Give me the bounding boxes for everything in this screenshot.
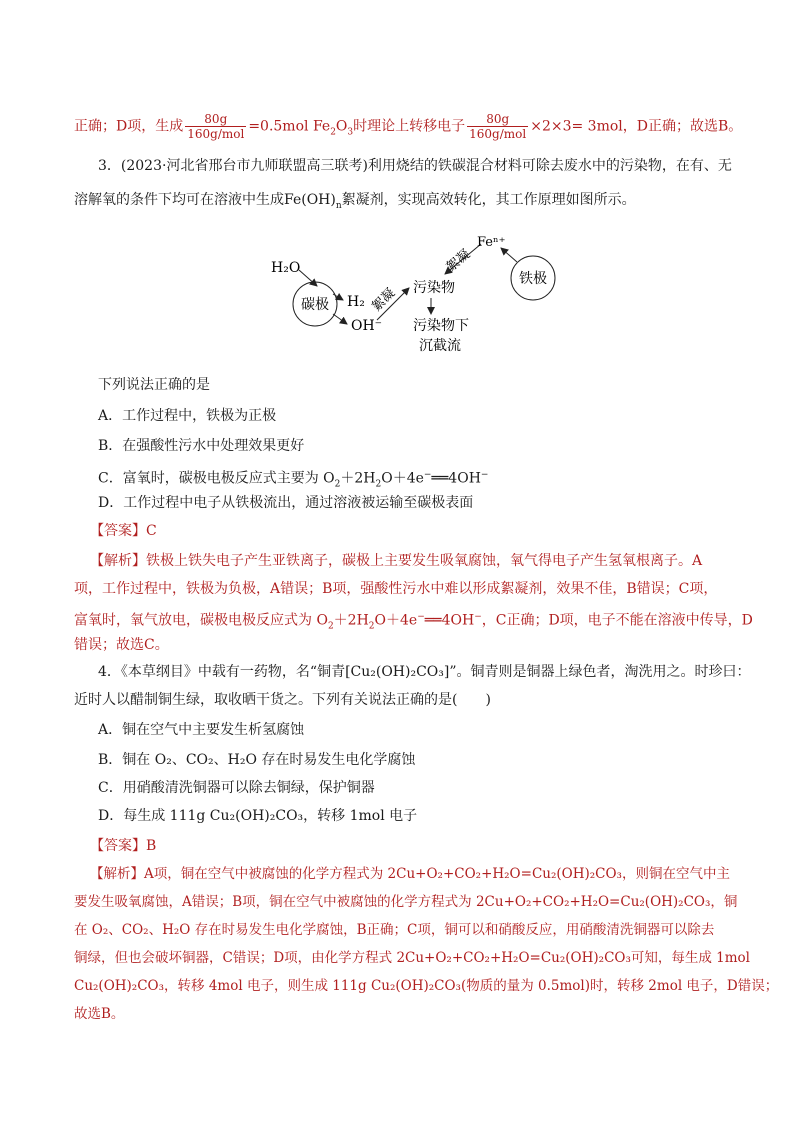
q3-stem-line1: 3．(2023·河北省邢台市九师联盟高三联考)利用烧结的铁碳混合材料可除去废水中的污染物，在有、无 — [98, 158, 732, 174]
q2-mid1: =0.5mol Fe — [248, 118, 331, 135]
q3-analysis-line1: 【解析】铁极上铁失电子产生亚铁离子，碳极上主要发生吸氧腐蚀，氧气得电子产生氢氧根离子。A — [90, 553, 703, 569]
oh-arrow — [333, 314, 347, 324]
q3-option-c: C．富氧时，碳极电极反应式主要为 $O_2+2H_2O+4e^-══4OH^-$ — [98, 470, 489, 490]
fe-ion-label: Feⁿ⁺ — [477, 235, 506, 250]
floc-label-right: 絮凝 — [443, 246, 474, 276]
q3-stem-line2: 溶解氧的条件下均可在溶液中生成$Fe(OH)_n$絮凝剂，实现高效转化，其工作原理如图所示。 — [74, 192, 636, 211]
q4-analysis-line5: Cu₂(OH)₂CO₃，转移 4mol 电子，则生成 111g Cu₂(OH)₂CO₃(物质的量为 0.5mol)时，转移 2mol 电子，D错误； — [74, 978, 779, 994]
q4-option-b: B．铜在 O₂、CO₂、H₂O 存在时易发生电化学腐蚀 — [98, 752, 416, 768]
q3-question: 下列说法正确的是 — [98, 377, 210, 393]
settle-label-2: 沉截流 — [419, 338, 461, 354]
oh-label: OH⁻ — [351, 318, 383, 334]
settle-label-1: 污染物下 — [413, 318, 469, 334]
q2-conclusion: 正确；D项，生成 $\frac{80g}{\text{160g/mol}}$ =0.5mol $Fe_2O_3$时理论上转移电子 $\frac{80g}{\text{160g/mol}}$ ×2×3= 3mol，D正确；故选B。 — [74, 112, 743, 141]
q3-analysis-line2: 项，工作过程中，铁极为负极，A错误；B项，强酸性污水中难以形成絮凝剂，效果不佳，B错误；C项， — [74, 581, 718, 597]
q4-option-a: A．铜在空气中主要发生析氢腐蚀 — [98, 722, 305, 738]
fe-arrow — [501, 248, 517, 262]
q4-answer: 【答案】B — [90, 838, 157, 854]
q4-stem-line2: 近时人以醋制铜生绿，取收晒干货之。下列有关说法正确的是( ) — [74, 692, 491, 708]
q2-mid2: 时理论上转移电子 — [353, 118, 466, 135]
q2-lead: 正确；D项，生成 — [74, 118, 184, 135]
q4-option-d: D．每生成 111g Cu₂(OH)₂CO₃，转移 1mol 电子 — [98, 808, 418, 824]
fraction-1: $\frac{80g}{\text{160g/mol}}$ — [187, 112, 245, 141]
iron-label: 铁极 — [519, 271, 547, 287]
pollutant-label: 污染物 — [413, 280, 455, 296]
floc-label-left: 絮凝 — [369, 285, 399, 315]
fraction-2: $\frac{80g}{\text{160g/mol}}$ — [469, 112, 527, 141]
q4-analysis-line3: 在 O₂、CO₂、H₂O 存在时易发生电化学腐蚀，B正确；C项，铜可以和硝酸反应，用硝酸清洗铜器可以除去 — [74, 922, 715, 938]
q2-mid3: ×2×3= 3mol，D正确；故选B。 — [530, 118, 743, 135]
q4-option-c: C．用硝酸清洗铜器可以除去铜绿，保护铜器 — [98, 780, 375, 796]
q4-analysis-line1: 【解析】A项，铜在空气中被腐蚀的化学方程式为 2Cu+O₂+CO₂+H₂O=Cu₂(OH)₂CO₃，则铜在空气中主 — [90, 866, 730, 882]
q3-analysis-line4: 错误；故选C。 — [74, 637, 169, 653]
carbon-label: 碳极 — [301, 297, 329, 313]
q4-analysis-line6: 故选B。 — [74, 1006, 125, 1022]
q3-option-b: B．在强酸性污水中处理效果更好 — [98, 438, 305, 454]
q3-option-d: D．工作过程中电子从铁极流出，通过溶液被运输至碳极表面 — [98, 495, 474, 511]
q4-stem-line1: 4．《本草纲目》中载有一药物，名“铜青[Cu₂(OH)₂CO₃]”。铜青则是铜器上绿色者，淘洗用之。时珍曰： — [98, 664, 751, 680]
q3-answer: 【答案】C — [90, 523, 157, 539]
h2o-label: H₂O — [271, 260, 301, 276]
h2-label: H₂ — [347, 294, 365, 310]
q4-analysis-line2: 要发生吸氧腐蚀，A错误；B项，铜在空气中被腐蚀的化学方程式为 2Cu+O₂+CO₂+H₂O=Cu₂(OH)₂CO₃，铜 — [74, 894, 738, 910]
working-principle-diagram — [255, 222, 575, 362]
q3-analysis-line3: 富氧时，氧气放电，碳极电极反应式为 $O_2+2H_2O+4e^-══4OH^-$，C正确；D项，电子不能在溶液中传导，D — [74, 612, 753, 632]
h2-arrow — [333, 294, 343, 300]
q4-analysis-line4: 铜绿，但也会破坏铜器，C错误；D项，由化学方程式 2Cu+O₂+CO₂+H₂O=Cu₂(OH)₂CO₃可知，每生成 1mol — [74, 950, 751, 966]
q3-option-a: A．工作过程中，铁极为正极 — [98, 408, 277, 424]
